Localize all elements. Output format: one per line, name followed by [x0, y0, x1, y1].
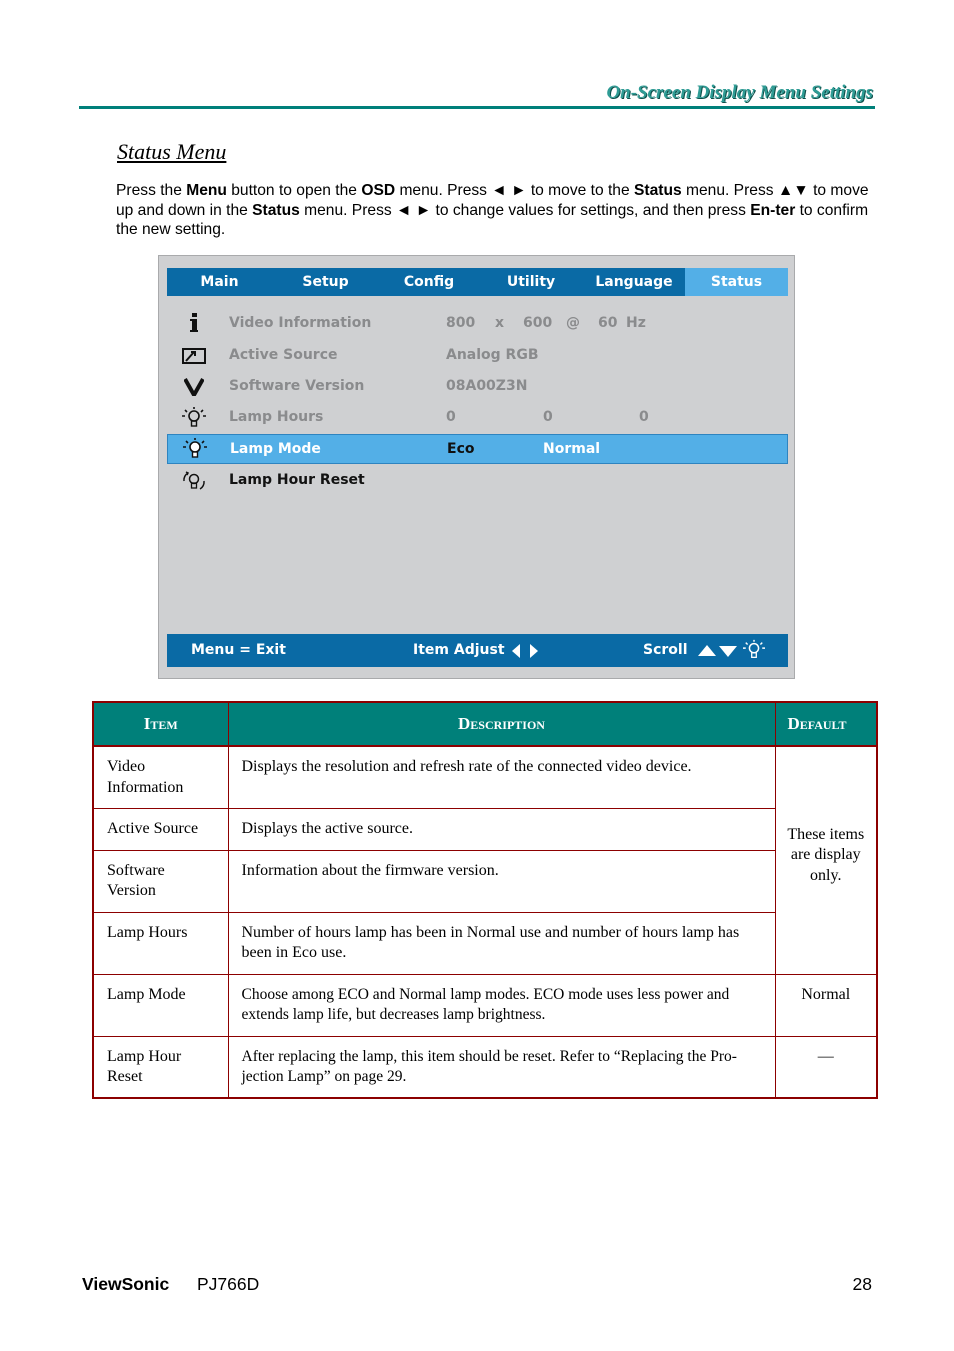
table-row — [93, 850, 877, 912]
header-title: On-Screen Display Menu Settings — [606, 82, 873, 103]
osd-tab-bar — [167, 268, 788, 296]
page-number: 28 — [852, 1274, 872, 1294]
footer-brand: ViewSonic — [82, 1274, 170, 1294]
tab-status[interactable]: Status — [685, 268, 788, 296]
description-cell: Displays the active source. — [228, 808, 775, 850]
row-value: 0 — [543, 409, 553, 425]
tab-main[interactable]: Main — [200, 274, 239, 290]
header-rule — [79, 106, 875, 109]
row-value: 600 — [523, 315, 553, 331]
row-value: 0 — [446, 409, 456, 425]
row-value: 800 — [446, 315, 476, 331]
tab-language[interactable]: Language — [595, 274, 673, 290]
row-value: x — [495, 315, 505, 331]
table-header-row — [93, 702, 877, 746]
item-adjust-hint: Item Adjust — [413, 642, 505, 658]
info-icon — [181, 312, 207, 334]
row-value-eco[interactable]: Eco — [447, 441, 475, 457]
description-cell: Number of hours lamp has been in Normal use and number of hours lamp has been in Eco use. — [228, 912, 775, 974]
row-value: 60 — [598, 315, 618, 331]
tab-setup[interactable]: Setup — [302, 274, 349, 290]
item-cell: Video Information — [93, 746, 228, 808]
column-header-description: Description — [228, 702, 775, 746]
row-value: 0 — [639, 409, 649, 425]
table-row — [93, 746, 877, 808]
column-header-default: Default — [775, 702, 877, 746]
osd-row-video-information[interactable] — [159, 312, 794, 336]
row-label: Lamp Mode — [230, 441, 321, 457]
menu-exit-hint: Menu = Exit — [191, 642, 286, 658]
tab-config[interactable]: Config — [403, 274, 455, 290]
default-cell: Normal — [775, 974, 877, 1036]
row-label: Lamp Hour Reset — [229, 472, 365, 488]
table-row — [93, 1036, 877, 1098]
default-cell: — — [775, 1036, 877, 1098]
osd-row-lamp-hours[interactable] — [159, 406, 794, 430]
table-row — [93, 808, 877, 850]
section-title: Status Menu — [117, 139, 227, 164]
footer-model: PJ766D — [197, 1274, 260, 1294]
table-row — [93, 912, 877, 974]
item-cell: Active Source — [93, 808, 228, 850]
item-cell: Lamp Hour Reset — [93, 1036, 228, 1098]
osd-row-active-source[interactable] — [159, 344, 794, 368]
tab-utility[interactable]: Utility — [506, 274, 556, 290]
intro-paragraph: Press the Menu button to open the OSD menu. Press ◄ ► to move to the Status menu. Press ▲▼ to move up and down in the Status menu. Press ◄ ► to change values for settings, and then press En-ter to confirm the new setting. — [116, 182, 869, 238]
row-value: @ — [566, 315, 580, 331]
osd-menu-screenshot — [158, 255, 795, 679]
item-cell: Lamp Mode — [93, 974, 228, 1036]
up-down-arrows-icon — [697, 643, 739, 659]
description-cell: Information about the firmware version. — [228, 850, 775, 912]
description-cell: After replacing the lamp, this item should be reset. Refer to “Replacing the Pro-jection Lamp” on page 29. — [228, 1036, 775, 1098]
row-value: Analog RGB — [446, 347, 539, 363]
row-value: Hz — [626, 315, 646, 331]
source-icon — [181, 345, 207, 367]
row-label: Lamp Hours — [229, 409, 324, 425]
scroll-hint: Scroll — [643, 642, 688, 658]
lamp-icon — [182, 438, 208, 460]
row-label: Software Version — [229, 378, 365, 394]
description-cell: Displays the resolution and refresh rate of the connected video device. — [228, 746, 775, 808]
item-cell: Software Version — [93, 850, 228, 912]
table-row — [93, 974, 877, 1036]
version-icon — [181, 376, 207, 398]
osd-row-lamp-mode[interactable] — [167, 434, 788, 464]
osd-footer-bar — [167, 634, 788, 667]
lamp-icon — [181, 407, 207, 429]
osd-row-lamp-hour-reset[interactable] — [159, 469, 794, 493]
row-value-normal[interactable]: Normal — [543, 441, 601, 457]
lamp-reset-icon — [181, 470, 207, 492]
left-right-arrows-icon — [511, 643, 539, 659]
osd-row-software-version[interactable] — [159, 375, 794, 399]
status-items-table — [92, 701, 878, 1099]
lamp-icon — [743, 639, 765, 661]
row-value: 08A00Z3N — [446, 378, 528, 394]
description-cell: Choose among ECO and Normal lamp modes. ECO mode uses less power and extends lamp life, but decreases lamp brightness. — [228, 974, 775, 1036]
row-label: Active Source — [229, 347, 338, 363]
row-label: Video Information — [229, 315, 372, 331]
item-cell: Lamp Hours — [93, 912, 228, 974]
default-cell: These items are display only. — [775, 746, 877, 974]
column-header-item: Item — [93, 702, 228, 746]
